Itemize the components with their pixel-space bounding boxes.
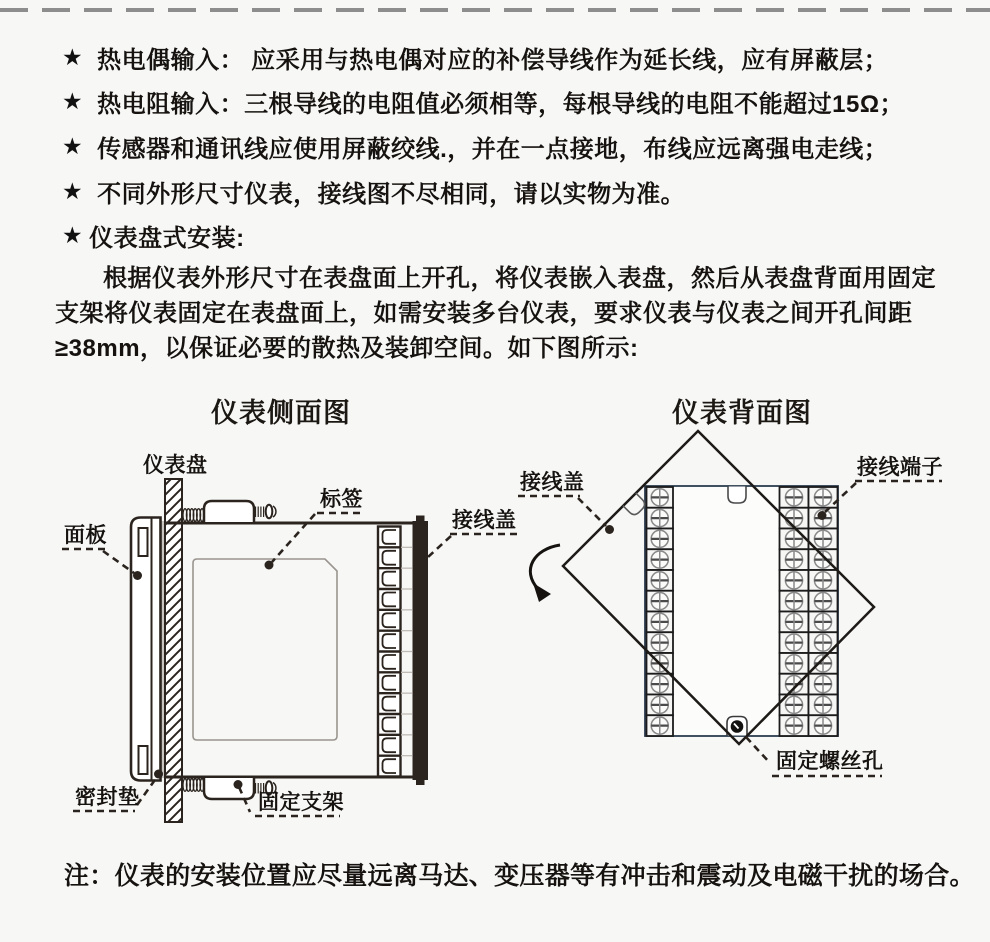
- front-panel-bezel: [131, 518, 161, 781]
- installation-paragraph: 根据仪表外形尺寸在表盘面上开孔，将仪表嵌入表盘，然后从表盘背面用固定支架将仪表固定在表盘面上，如需安装多台仪表，要求仪表与仪表之间开孔间距≥38mm，以保证必要的散热及装卸空间。如下图所示:: [55, 265, 936, 362]
- terminal-label: 接线端子: [857, 456, 943, 479]
- wiring-cover-bar: [413, 521, 429, 780]
- top-dashed-border: [0, 8, 990, 12]
- star-icon: ★: [62, 177, 84, 204]
- panel-board-wall: [165, 479, 182, 822]
- back-view-title: 仪表背面图: [672, 398, 812, 428]
- star-icon: ★: [62, 222, 84, 249]
- wiring-cover-tab-bottom: [416, 779, 425, 785]
- wiring-cover-label: 接线盖: [452, 509, 517, 532]
- star-icon: ★: [62, 132, 84, 159]
- rotation-arrow-head: [533, 583, 551, 602]
- front-panel-label: 面板: [64, 524, 107, 547]
- star-icon: ★: [62, 43, 84, 70]
- terminal-dot: [818, 511, 827, 520]
- cover-label: 接线盖: [520, 471, 585, 494]
- back-view-diagram: [500, 425, 985, 825]
- screw-hole-leader: [746, 737, 770, 763]
- side-view-diagram: [40, 430, 520, 835]
- bullet-item: [62, 80, 972, 125]
- bullet-item: [62, 169, 972, 214]
- bullet-text: 热电阻输入：三根导线的电阻值必须相等，每根导线的电阻不能超过15Ω；: [97, 91, 905, 119]
- bullet-text: 不同外形尺寸仪表，接线图不尽相同，请以实物为准。: [97, 180, 686, 208]
- seal-gasket-label: 密封垫: [75, 786, 140, 809]
- label-plate-label: 标签: [320, 488, 363, 511]
- bullet-item: [62, 35, 972, 80]
- front-panel-dot: [133, 571, 142, 580]
- front-panel-leader: [103, 551, 134, 573]
- cover-leader: [578, 498, 606, 526]
- rotation-arrow-arc: [530, 545, 560, 589]
- side-view-title: 仪表侧面图: [211, 398, 351, 428]
- bullet-text: 热电偶输入： 应采用与热电偶对应的补偿导线作为延长线，应有屏蔽层；: [97, 46, 889, 74]
- bullet-item: [62, 213, 972, 258]
- label-plate: [193, 559, 337, 740]
- bullet-text: 传感器和通讯线应使用屏蔽绞线.，并在一点接地，布线应远离强电走线；: [97, 135, 889, 163]
- screw-hole-label: 固定螺丝孔: [776, 750, 884, 773]
- fixing-bracket-top: [183, 501, 276, 522]
- fixing-bracket-dot: [234, 780, 243, 789]
- wiring-cover-leader: [428, 536, 451, 557]
- label-plate-dot: [265, 561, 274, 570]
- screw-cup-top: [728, 487, 746, 504]
- footer-note: 注：仪表的安装位置应尽量远离马达、变压器等有冲击和震动及电磁干扰的场合。: [64, 862, 975, 890]
- terminal-ladder: [378, 527, 412, 777]
- seal-gasket-dot: [154, 770, 163, 779]
- cover-screw-cup: [623, 493, 647, 517]
- wiring-cover-tab-top: [416, 516, 425, 522]
- star-icon: ★: [62, 88, 84, 115]
- bullet-item: [62, 124, 972, 169]
- label-plate-leader: [272, 514, 315, 562]
- bullet-list: [62, 35, 972, 258]
- fixing-bracket-label: 固定支架: [258, 791, 344, 814]
- cover-dot: [605, 525, 614, 534]
- bullet-text: 仪表盘式安装:: [89, 225, 245, 253]
- panel-board-label: 仪表盘: [143, 454, 208, 477]
